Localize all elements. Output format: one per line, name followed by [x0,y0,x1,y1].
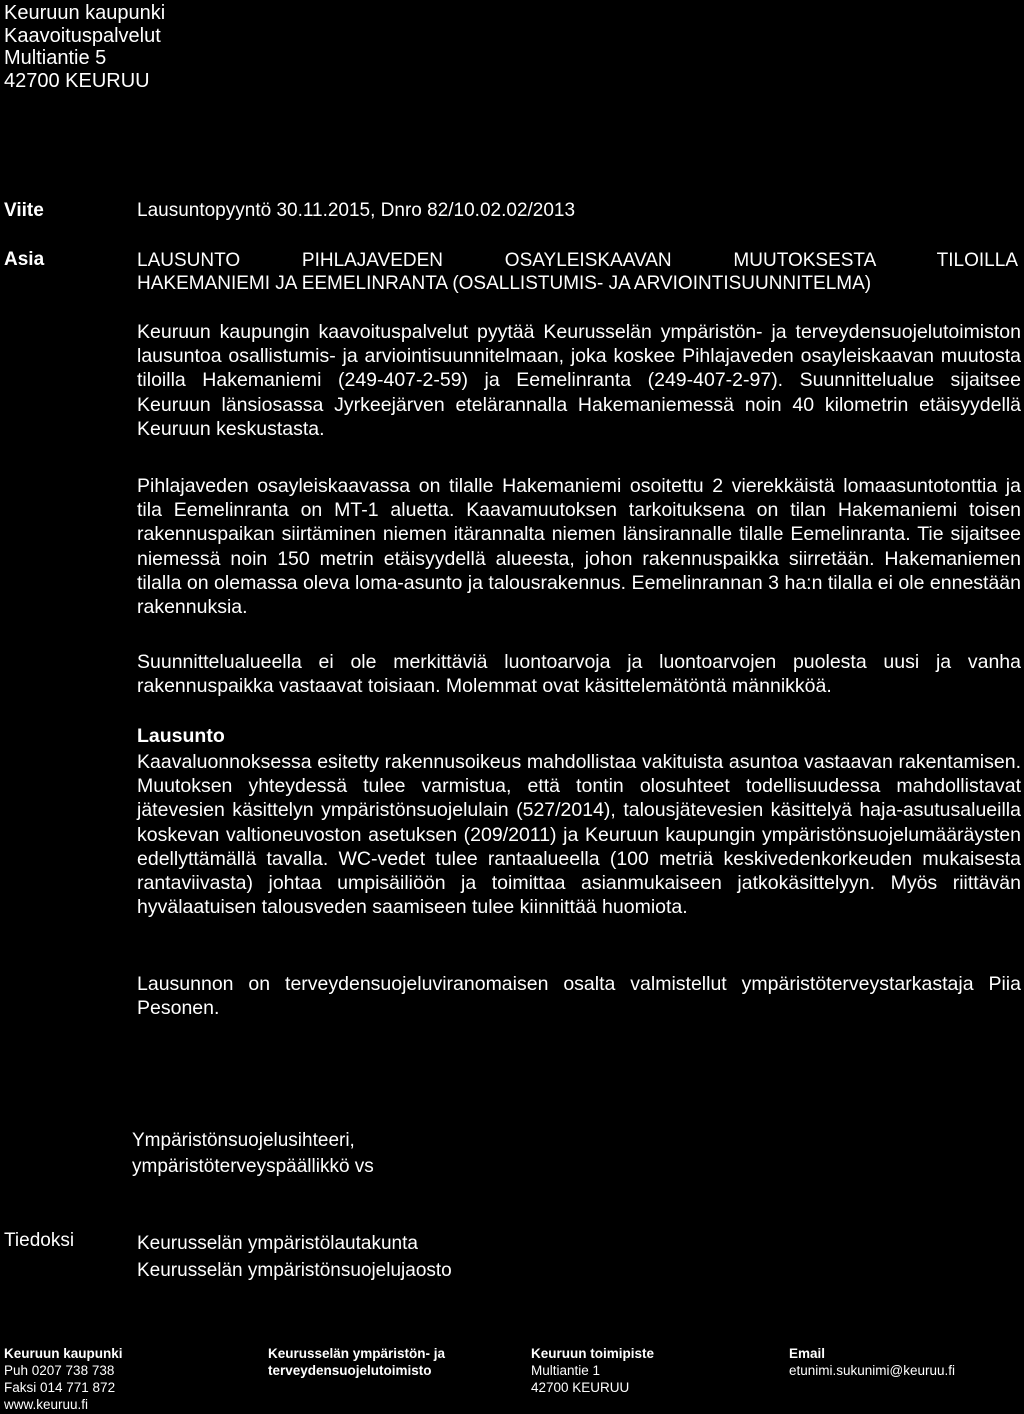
footer-branch-street: Multiantie 1 [531,1363,601,1378]
signature-line: ympäristöterveyspäällikkö vs [132,1156,374,1177]
footer-email-title: Email [789,1346,826,1361]
subject-label: Asia [4,249,45,270]
footer-phone: Puh 0207 738 738 [4,1363,115,1378]
footer-fax: Faksi 014 771 872 [4,1380,116,1395]
footer-branch-title: Keuruun toimipiste [531,1346,655,1361]
sender-line: Kaavoituspalvelut [4,24,161,47]
footer-email-link[interactable]: etunimi.sukunimi@keuruu.fi [789,1363,956,1378]
footer-office [268,1345,445,1379]
sender-line: Keuruun kaupunki [4,2,166,24]
distribution-item: Keurusselän ympäristölautakunta [137,1233,418,1254]
footer-office-title: Keurusselän ympäristön- ja [268,1346,446,1361]
sender-line: 42700 KEURUU [4,69,150,92]
body-paragraph: Lausunnon on terveydensuojeluviranomaisen osalta valmistellut ympäristöterveystarkastaja Piia Pesonen. [137,973,1021,1020]
statement-paragraph: Kaavaluonnoksessa esitetty rakennusoikeus mahdollistaa vakituista asuntoa vastaavan rakentamisen. Muutoksen yhteydessä tulee varmistua, että tontin olosuhteet todellisuudessa mahdollistavat jätevesien käsittelyn ympäristönsuojelulain (527/2014), talousjätevesien käsittelyä haja-asutusalueilla koskevan valtioneuvoston asetuksen (209/2011) ja Keuruun kaupungin ympäristönsuojelumääräysten edellyttämällä tavalla. WC-vedet tulee rantaalueella (100 metriä keskivedenkorkeuden mukaisesta rantaviivasta) johtaa umpisäiliöön ja toimittaa asianmukaiseen jatkokäsittelyyn. Myös riittävän hyvälaatuisen talousveden saamiseen tulee kiinnittää huomiota. [137,751,1021,919]
sender-address [4,2,165,92]
body-paragraph: Keuruun kaupungin kaavoituspalvelut pyytää Keurusselän ympäristön- ja terveydensuojelutoimiston lausuntoa osallistumis- ja arviointisuunnitelmaan, joka koskee Pihlajaveden osayleiskaavan muutosta tiloilla Hakemaniemi (249-407-2-59) ja Eemelinranta (249-407-2-97). Suunnittelualue sijaitsee Keuruun länsiosassa Jyrkeejärven etelärannalla Hakemaniemessä noin 40 kilometrin etäisyydellä Keuruun keskustasta. [137,321,1021,440]
signature-line: Ympäristönsuojelusihteeri, [132,1130,355,1151]
footer-branch-postal: 42700 KEURUU [531,1380,630,1395]
distribution-list [137,1230,452,1284]
reference-value: Lausuntopyyntö 30.11.2015, Dnro 82/10.02.02/2013 [137,200,576,221]
signature-block [132,1128,374,1180]
subject-line: LAUSUNTO PIHLAJAVEDEN OSAYLEISKAAVAN MUUTOKSESTA TILOILLA [137,250,1018,271]
body-paragraph: Suunnittelualueella ei ole merkittäviä luontoarvoja ja luontoarvojen puolesta uusi ja vanha rakennuspaikka vastaavat toisiaan. Molemmat ovat käsittelemätöntä männikköä. [137,651,1021,698]
body-paragraph: Pihlajaveden osayleiskaavassa on tilalle Hakemaniemi osoitettu 2 vierekkäistä lomaasuntotonttia ja tila Eemelinranta on MT-1 aluetta. Kaavamuutoksen tarkoituksena on tilan Hakemaniemi toisen rakennuspaikan siirtäminen niemen itärannalta niemen länsirannalle tilalle Eemelinranta. Tie sijaitsee niemessä noin 150 metrin etäisyydellä alueesta, johon rakennuspaikka siirretään. Hakemaniemen tilalla on olemassa oleva loma-asunto ja talousrakennus. Eemelinrannan 3 ha:n tilalla ei ole ennestään rakennuksia. [137,475,1021,619]
distribution-label: Tiedoksi [4,1230,75,1251]
statement-heading: Lausunto [137,725,225,747]
footer-website-link[interactable]: www.keuruu.fi [4,1397,89,1412]
subject-title [137,249,1018,295]
reference-label: Viite [4,200,44,221]
footer-city-title: Keuruun kaupunki [4,1346,123,1361]
footer-city [4,1345,123,1413]
footer-email [789,1345,955,1379]
footer-office-title: terveydensuojelutoimisto [268,1363,432,1378]
sender-line: Multiantie 5 [4,47,107,69]
subject-line: HAKEMANIEMI JA EEMELINRANTA (OSALLISTUMIS- JA ARVIOINTISUUNNITELMA) [137,273,872,294]
footer-branch [531,1345,654,1396]
distribution-item: Keurusselän ympäristönsuojelujaosto [137,1260,452,1281]
